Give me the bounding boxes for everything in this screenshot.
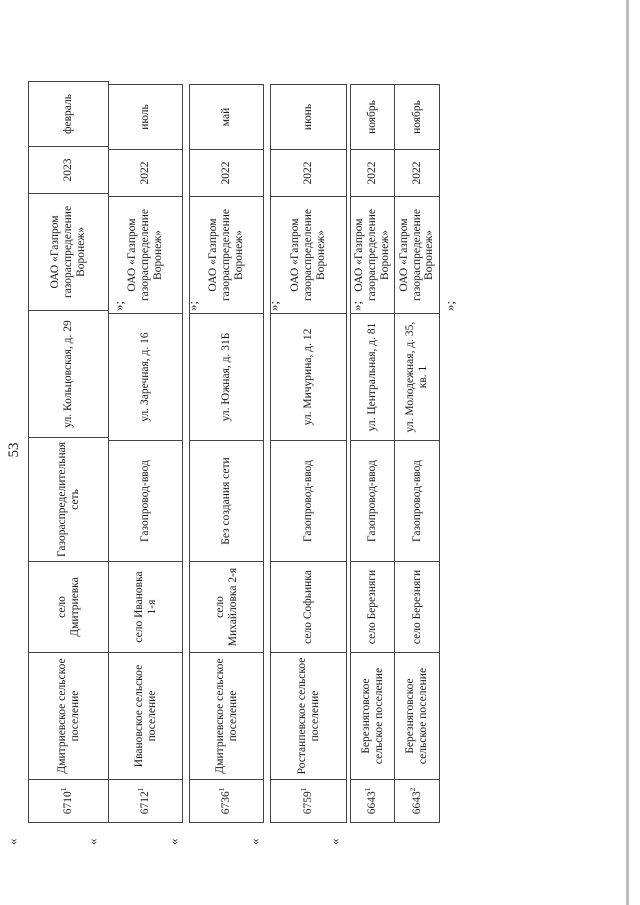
year-cell <box>395 150 440 197</box>
address-cell-text: ул. Молодежная, д. 35, кв. 1 <box>404 321 429 433</box>
row-number-superscript: 1 <box>364 787 373 792</box>
row-number <box>190 780 264 823</box>
settlement-cell-text: Дмитриевское сельское поселение <box>213 658 239 774</box>
object-type-cell-text: Газопровод-ввод <box>139 460 152 542</box>
data-table <box>270 84 347 823</box>
village-cell <box>271 562 347 653</box>
address-cell <box>351 314 395 441</box>
object-type-cell <box>190 441 264 562</box>
month-cell-text: февраль <box>62 94 75 134</box>
object-type-cell <box>395 441 440 562</box>
row-number-text: 6712 <box>139 791 152 815</box>
organization-cell-text: ОАО «Газпром газораспределение Воронеж» <box>49 205 87 299</box>
object-type-cell <box>109 441 183 562</box>
address-cell <box>271 314 347 441</box>
table-row <box>190 85 264 823</box>
opening-quote: « <box>5 838 20 845</box>
month-cell-text: ноябрь <box>366 100 379 134</box>
village-cell <box>29 562 109 653</box>
footer-divider <box>626 0 629 905</box>
table-row <box>271 85 347 823</box>
address-cell <box>395 314 440 441</box>
village-cell-text: село Софьинка <box>302 570 315 644</box>
month-cell <box>351 85 395 150</box>
address-cell-text: ул. Южная, д. 31Б <box>220 332 233 422</box>
organization-cell-text: ОАО «Газпром газораспределение Воронеж» <box>207 208 245 302</box>
row-number-text: 6710 <box>62 791 75 815</box>
object-type-cell-text: Газопровод-ввод <box>302 460 315 542</box>
row-number-superscript: 1 <box>60 787 69 792</box>
village-cell-text: село Михайловка 2-я <box>213 567 239 647</box>
village-cell <box>395 562 440 653</box>
table-row <box>351 85 395 823</box>
address-cell <box>109 314 183 441</box>
opening-quote: « <box>166 838 181 845</box>
settlement-cell <box>29 653 109 780</box>
table-row <box>29 81 109 822</box>
organization-cell <box>190 197 264 314</box>
month-cell <box>271 85 347 150</box>
opening-quote: « <box>85 838 100 845</box>
settlement-cell <box>271 653 347 780</box>
year-cell-text: 2022 <box>302 161 315 185</box>
data-table <box>108 84 183 823</box>
row-number <box>351 780 395 823</box>
village-cell-text: село Дмитриевка <box>55 577 81 637</box>
address-cell-text: ул. Мичурина, д. 12 <box>302 328 315 426</box>
organization-cell <box>351 197 395 314</box>
object-type-cell <box>351 441 395 562</box>
organization-cell-text: ОАО «Газпром газораспределение Воронеж» <box>289 208 327 302</box>
closing-quote: »; <box>349 300 364 311</box>
village-cell-text: село Ивановка 1-я <box>132 571 158 643</box>
organization-cell <box>271 197 347 314</box>
opening-quote: « <box>327 838 342 845</box>
settlement-cell-text: Дмитриевское сельское поселение <box>55 658 81 774</box>
year-cell <box>351 150 395 197</box>
month-cell <box>395 85 440 150</box>
object-type-cell-text: Без создания сети <box>220 457 233 545</box>
organization-cell <box>395 197 440 314</box>
village-cell <box>190 562 264 653</box>
village-cell-text: село Березняги <box>366 569 379 645</box>
row-number-superscript: 1 <box>218 787 227 792</box>
address-cell-text: ул. Центральная, д. 81 <box>366 322 379 432</box>
organization-cell-text: ОАО «Газпром газораспределение Воронеж» <box>126 208 164 302</box>
address-cell-text: ул. Заречная, д. 16 <box>139 332 152 422</box>
organization-cell-text: ОАО «Газпром газораспределение Воронеж» <box>353 208 391 302</box>
settlement-cell <box>190 653 264 780</box>
year-cell <box>190 150 264 197</box>
page-number: 53 <box>6 442 22 458</box>
closing-quote: »; <box>185 300 200 311</box>
month-cell <box>190 85 264 150</box>
row-number <box>109 780 183 823</box>
year-cell-text: 2022 <box>366 161 379 185</box>
closing-quote: »; <box>266 300 281 311</box>
object-type-cell-text: Газопровод-ввод <box>410 460 423 542</box>
year-cell-text: 2022 <box>220 161 233 185</box>
row-number-superscript: 2 <box>408 787 417 792</box>
object-type-cell <box>29 437 109 561</box>
month-cell <box>109 85 183 150</box>
year-cell-text: 2022 <box>410 161 423 185</box>
settlement-cell-text: Березняговское сельское поселение <box>404 667 429 765</box>
month-cell-text: ноябрь <box>410 100 423 134</box>
address-cell <box>29 310 109 437</box>
table-row <box>109 85 183 823</box>
row-number-superscript: 1 <box>300 787 309 792</box>
data-table <box>350 84 440 823</box>
year-cell-text: 2023 <box>62 158 75 182</box>
village-cell <box>109 562 183 653</box>
row-number <box>395 780 440 823</box>
settlement-cell-text: Березняговское сельское поселение <box>359 667 385 765</box>
opening-quote: « <box>247 838 262 845</box>
closing-quote: »; <box>111 300 126 311</box>
row-number-superscript: 1 <box>137 787 146 792</box>
object-type-cell-text: Газораспределительная сеть <box>55 441 81 557</box>
row-number-text: 6759 <box>302 791 315 815</box>
row-number-text: 6736 <box>220 791 233 815</box>
closing-quote: »; <box>442 300 457 311</box>
year-cell <box>271 150 347 197</box>
month-cell-text: июнь <box>302 103 315 131</box>
month-cell <box>29 81 109 146</box>
organization-cell <box>29 193 109 310</box>
object-type-cell <box>271 441 347 562</box>
row-number-text: 6643 <box>366 791 379 815</box>
address-cell <box>190 314 264 441</box>
month-cell-text: июль <box>139 104 152 130</box>
organization-cell-text: ОАО «Газпром газораспределение Воронеж» <box>397 208 436 302</box>
settlement-cell-text: Ростанпевское сельское поселение <box>295 657 321 775</box>
data-table <box>28 81 109 823</box>
village-cell <box>351 562 395 653</box>
row-number-text: 6643 <box>410 791 423 815</box>
settlement-cell <box>395 653 440 780</box>
row-number <box>271 780 347 823</box>
year-cell-text: 2022 <box>139 161 152 185</box>
year-cell <box>109 150 183 197</box>
address-cell-text: ул. Кольцовская, д. 29 <box>62 320 75 428</box>
month-cell-text: май <box>220 107 233 127</box>
data-table <box>189 84 264 823</box>
table-row <box>395 85 440 823</box>
organization-cell <box>109 197 183 314</box>
object-type-cell-text: Газопровод-ввод <box>366 460 379 542</box>
settlement-cell <box>109 653 183 780</box>
row-number <box>29 780 109 823</box>
settlement-cell <box>351 653 395 780</box>
year-cell <box>29 146 109 193</box>
settlement-cell-text: Ивановское сельское поселение <box>132 664 158 768</box>
village-cell-text: село Березняги <box>410 569 423 645</box>
